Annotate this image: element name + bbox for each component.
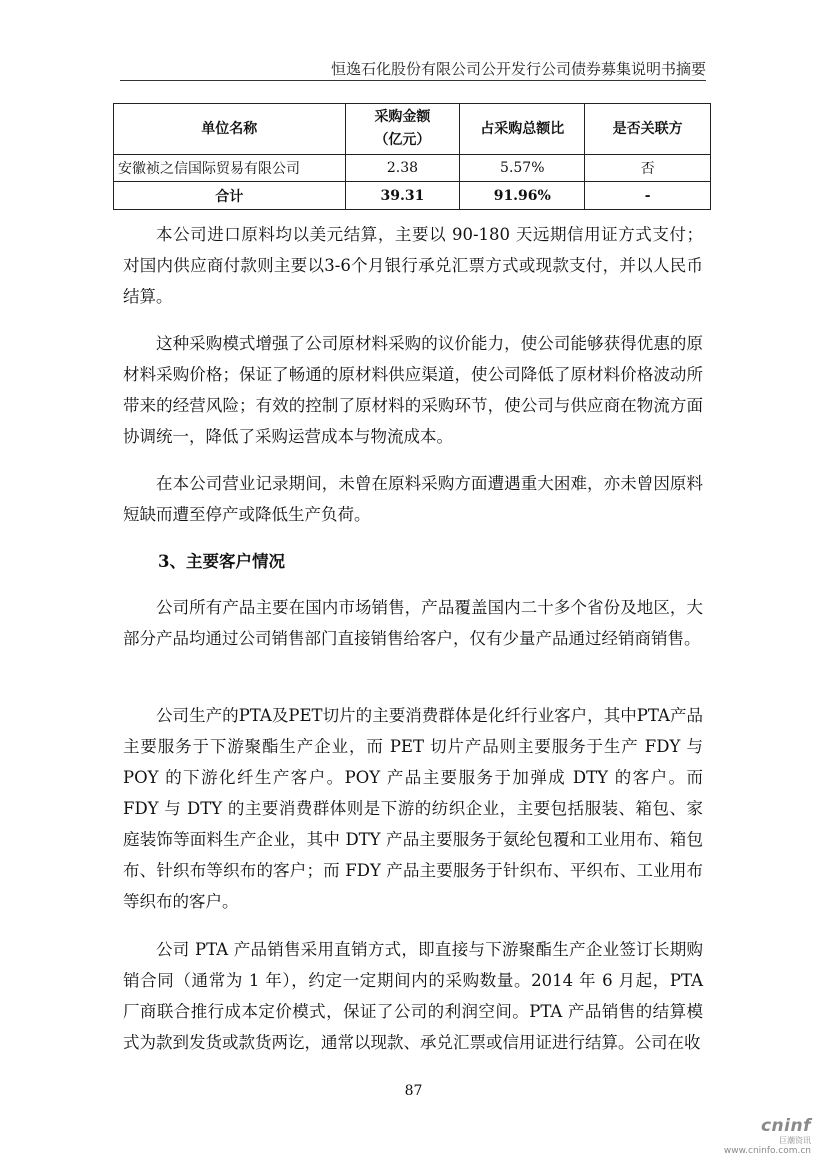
cell-total-label: 合计 xyxy=(114,182,346,210)
cell-purchase-ratio: 5.57% xyxy=(460,155,585,182)
cell-unit-name: 安徽祯之信国际贸易有限公司 xyxy=(114,155,346,182)
section-heading-major-customers: 3、主要客户情况 xyxy=(158,552,285,571)
paragraph-customer-groups: 公司生产的PTA及PET切片的主要消费群体是化纤行业客户，其中PTA产品主要服务于下游聚酯生产企业，而 PET 切片产品则主要服务于生产 FDY 与 POY 的下游化纤生产客户。POY 产品主要服务于加弹成 DTY 的客户。而 FDY 与 DTY 的主要消费群体则是下游的纺织企业，主要包括服装、箱包、家庭装饰等面料生产企业，其中 DTY 产品主要服务于氨纶包覆和工业用布、箱包布、针织布等织布的客户；而 FDY 产品主要服务于针织布、平织布、工业用布等织布的客户。 xyxy=(123,706,703,911)
cell-total-amount: 39.31 xyxy=(345,182,460,210)
watermark-url: www.cninfo.com.cn xyxy=(723,1146,811,1156)
cell-total-related: - xyxy=(585,182,711,210)
column-header-purchase-ratio: 占采购总额比 xyxy=(460,104,585,155)
paragraph-no-difficulty: 在本公司营业记录期间，未曾在原料采购方面遭遇重大困难，亦未曾因原料短缺而遭至停产或降低生产负荷。 xyxy=(123,474,703,524)
document-header-title: 恒逸石化股份有限公司公开发行公司债券募集说明书摘要 xyxy=(330,60,706,78)
table-header-row xyxy=(114,104,711,155)
column-header-purchase-amount: 采购金额 （亿元） xyxy=(345,104,460,155)
supplier-table xyxy=(113,103,711,210)
paragraph-procurement-mode: 这种采购模式增强了公司原材料采购的议价能力，使公司能够获得优惠的原材料采购价格；保证了畅通的原材料供应渠道，使公司降低了原材料价格波动所带来的经营风险；有效的控制了原材料的采购环节，使公司与供应商在物流方面协调统一，降低了采购运营成本与物流成本。 xyxy=(123,334,703,446)
header-divider xyxy=(120,80,706,81)
table-total-row xyxy=(114,182,711,210)
column-header-related-party: 是否关联方 xyxy=(585,104,711,155)
watermark-brand: cninf xyxy=(760,1116,811,1136)
cell-total-ratio: 91.96% xyxy=(460,182,585,210)
cell-related-party: 否 xyxy=(585,155,711,182)
paragraph-pta-sales: 公司 PTA 产品销售采用直销方式，即直接与下游聚酯生产企业签订长期购销合同（通常为 1 年），约定一定期间内的采购数量。2014 年 6 月起，PTA 厂商联合推行成本定价模式，保证了公司的利润空间。PTA 产品销售的结算模式为款到发货或款货两讫，通常以现款、承兑汇票或信用证进行结算。公司在收 xyxy=(123,940,703,1052)
cninfo-watermark xyxy=(724,1116,811,1157)
table-row xyxy=(114,155,711,182)
cell-purchase-amount: 2.38 xyxy=(345,155,460,182)
watermark-chinese: 巨潮资讯 xyxy=(779,1136,811,1145)
column-header-unit-name: 单位名称 xyxy=(114,104,346,155)
page-number: 87 xyxy=(404,1083,423,1099)
paragraph-settlement: 本公司进口原料均以美元结算，主要以 90-180 天远期信用证方式支付；对国内供应商付款则主要以3-6个月银行承兑汇票方式或现款支付，并以人民币结算。 xyxy=(123,225,703,306)
paragraph-domestic-sales: 公司所有产品主要在国内市场销售，产品覆盖国内二十多个省份及地区，大部分产品均通过公司销售部门直接销售给客户，仅有少量产品通过经销商销售。 xyxy=(123,598,703,648)
